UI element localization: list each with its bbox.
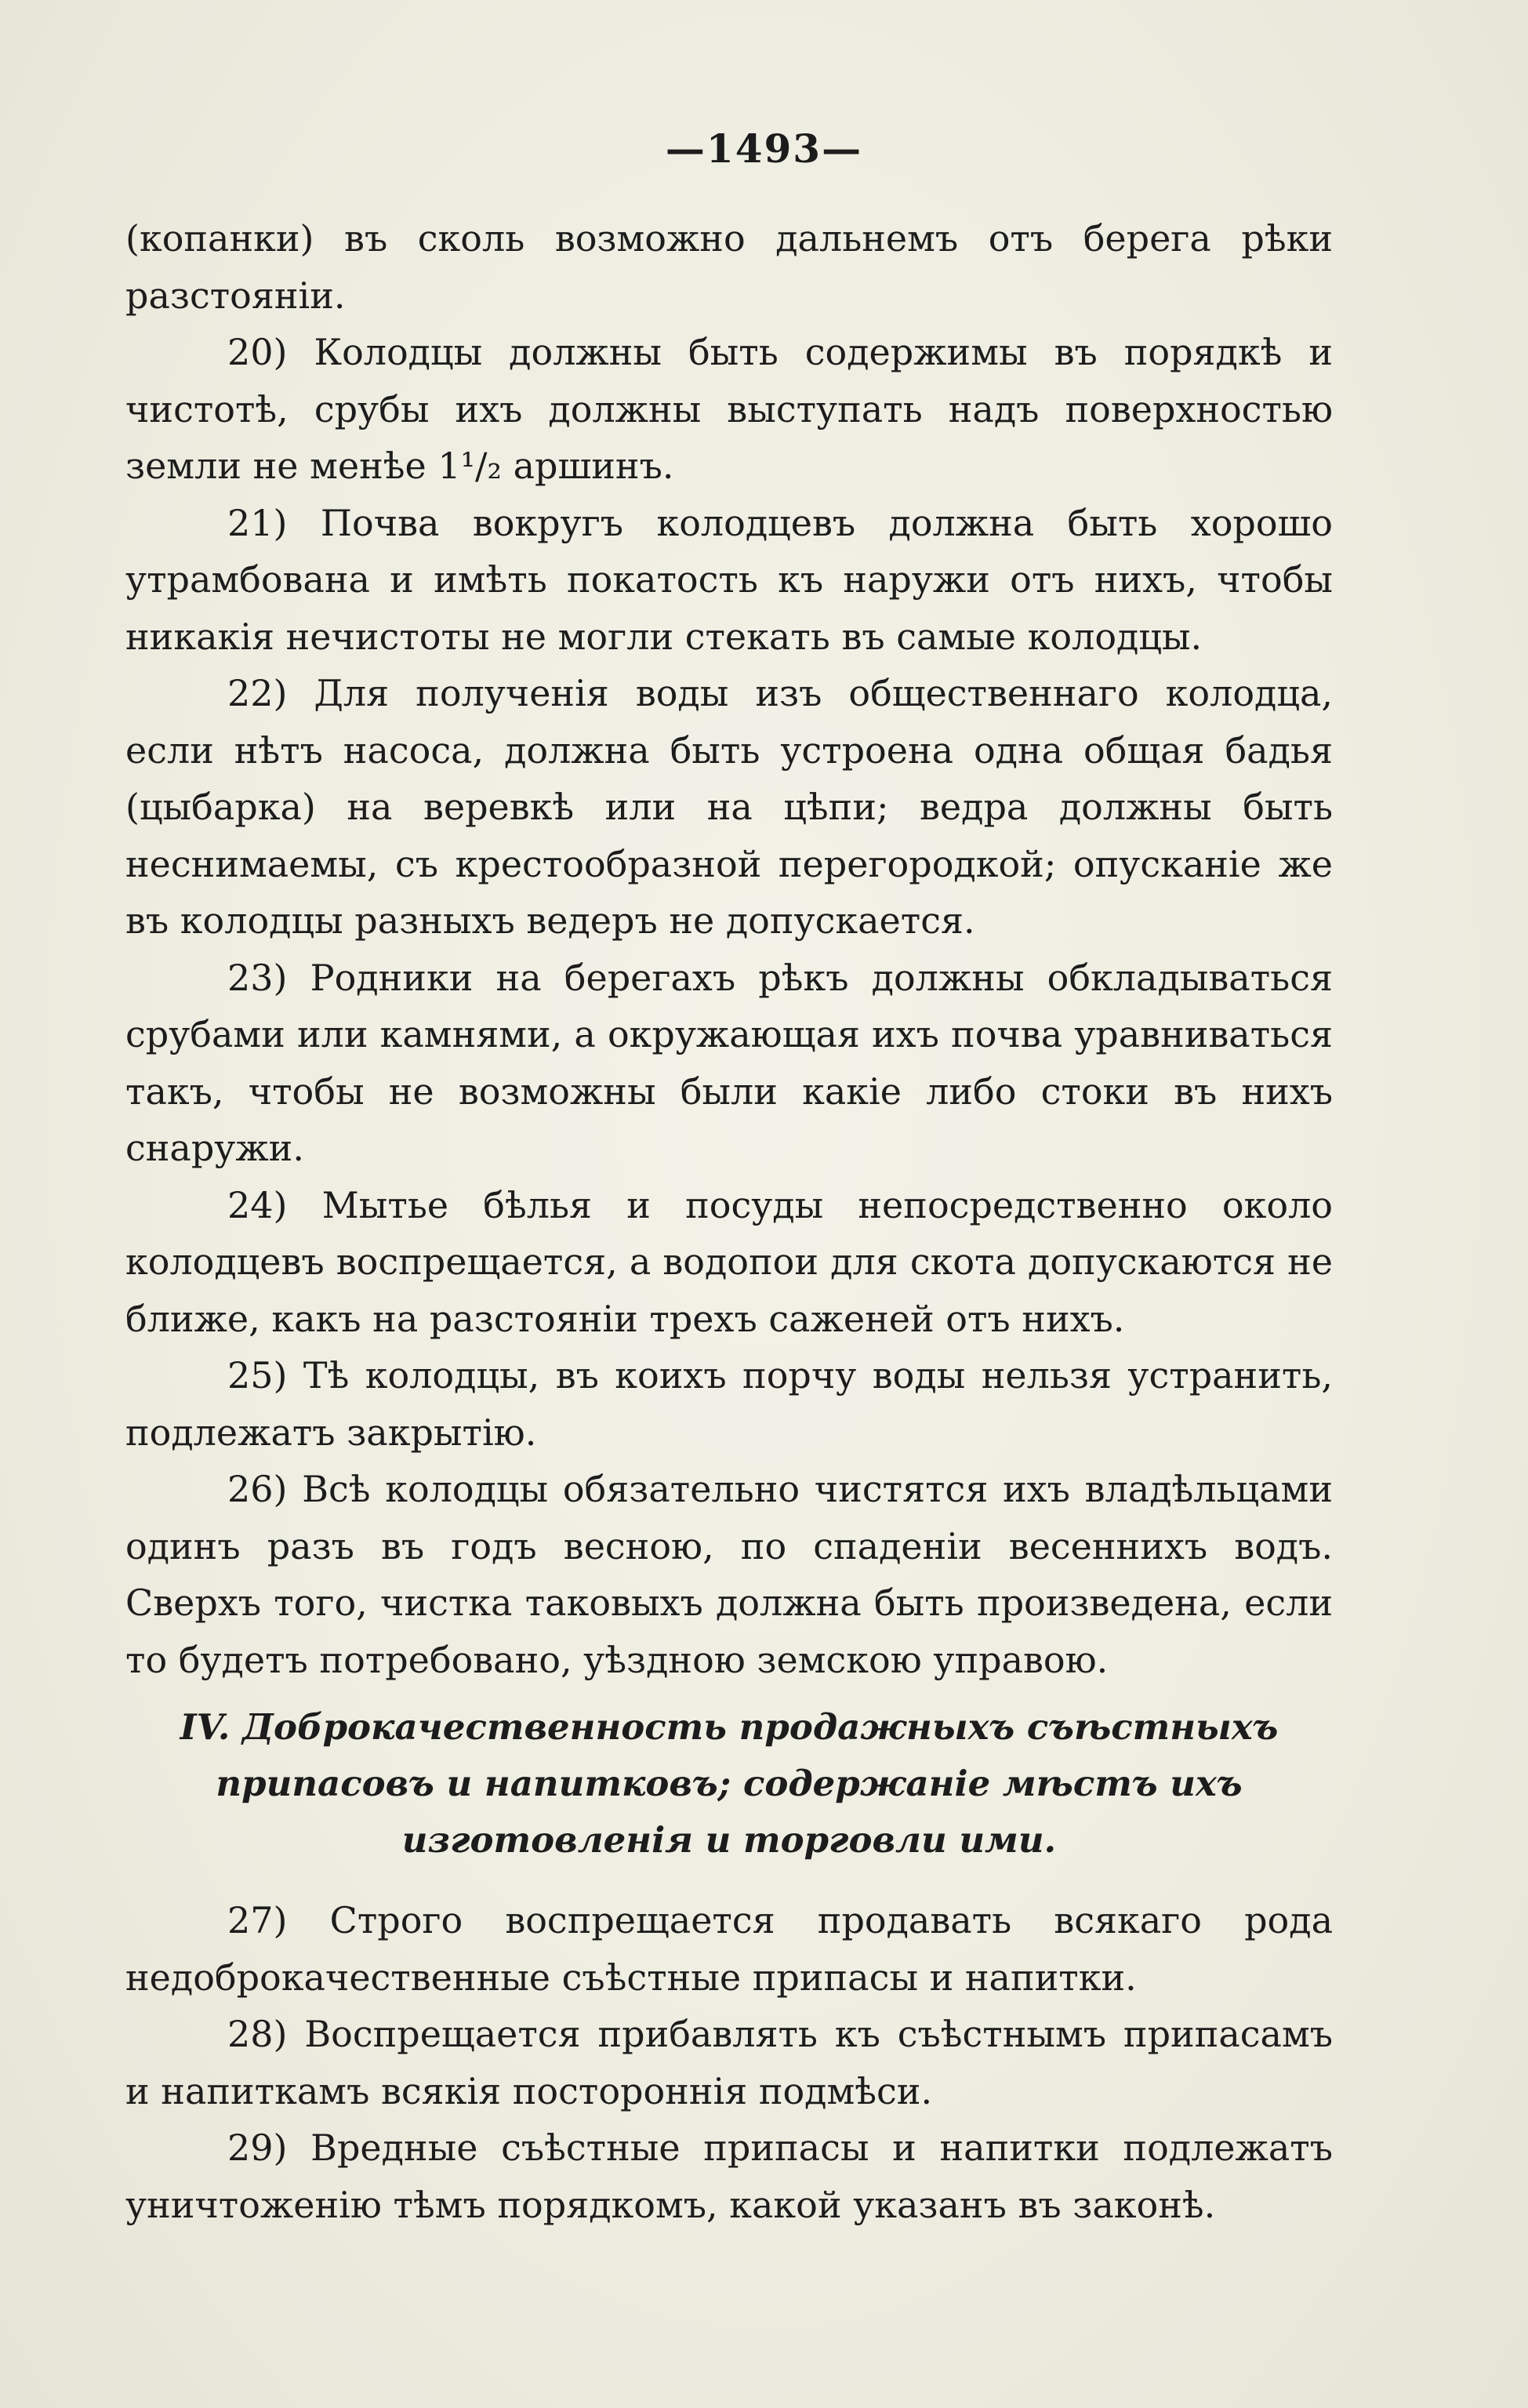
paragraph-25: 25) Тѣ колодцы, въ коихъ порчу воды нельзя устранить, подлежатъ закрытiю. [125,1354,1333,1454]
paragraph-21: 21) Почва вокругъ колодцевъ должна быть хорошо утрамбована и имѣть покатость къ наружи отъ нихъ, чтобы никакiя нечистоты не могли стекать въ самые колодцы. [125,501,1333,658]
paragraph-29: 29) Вредные съѣстные припасы и напитки подлежатъ уничтоженiю тѣмъ порядкомъ, какой указанъ въ законѣ. [125,2127,1333,2226]
page-number: —1493— [665,125,863,172]
page-body [125,210,1333,2233]
paragraph-20: 20) Колодцы должны быть содержимы въ порядкѣ и чистотѣ, срубы ихъ должны выступать надъ поверхностью земли не менѣе 1¹/₂ аршинъ. [125,331,1333,487]
paragraph-23: 23) Родники на берегахъ рѣкъ должны обкладываться срубами или камнями, а окружающая ихъ почва уравниваться такъ, чтобы не возможны были какiе либо стоки въ нихъ снаружи. [125,956,1333,1169]
paragraph-27: 27) Строго воспрещается продавать всякаго рода недоброкачественные съѣстные припасы и напитки. [125,1899,1333,1999]
section-heading: IV. Доброкачественность продажныхъ съѣстныхъ припасовъ и напитковъ; содержанiе мѣстъ ихъ изготовленiя и торговли ими. [180,1706,1279,1861]
paragraph-24: 24) Мытье бѣлья и посуды непосредственно около колодцевъ воспрещается, а водопои для скота допускаются не ближе, какъ на разстоянiи трехъ саженей отъ нихъ. [125,1183,1333,1340]
paragraph-22: 22) Для полученiя воды изъ общественнаго колодца, если нѣтъ насоса, должна быть устроена одна общая бадья (цыбарка) на веревкѣ или на цѣпи; ведра должны быть неснимаемы, съ крестообразной перегородкой; опусканiе же въ колодцы разныхъ ведеръ не допускается. [125,672,1333,942]
paragraph-continuation: (копанки) въ сколь возможно дальнемъ отъ берега рѣки разстоянiи. [125,217,1333,317]
paragraph-26: 26) Всѣ колодцы обязательно чистятся ихъ владѣльцами одинъ разъ въ годъ весною, по спаденiи весеннихъ водъ. Сверхъ того, чистка таковыхъ должна быть произведена, если то будетъ потребовано, уѣздною земскою управою. [125,1468,1333,1681]
paragraph-28: 28) Воспрещается прибавлять къ съѣстнымъ припасамъ и напиткамъ всякiя постороннiя подмѣси. [125,2013,1333,2112]
